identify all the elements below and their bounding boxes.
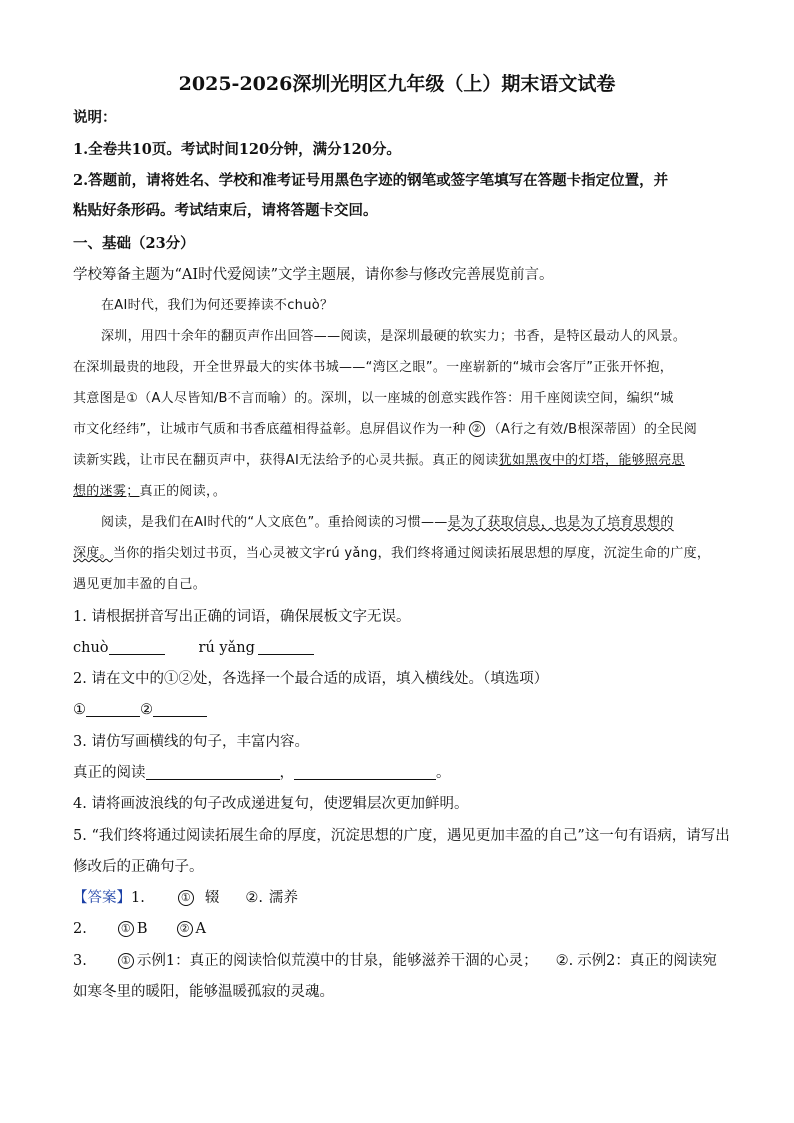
answer-lead: 真正的阅读 [73, 765, 146, 781]
passage-text: （A人尽皆知/B不言而喻）的。深圳，以一座城的创意实践作答：用千座阅读空间，编织“城 [138, 391, 674, 406]
passage-p1-line-3 [73, 389, 674, 409]
question-2: 2. 请在文中的①②处，各选择一个最合适的成语，填入横线处。（填选项） [73, 671, 549, 687]
note-2-line-1: 2.答题前，请将姓名、学校和准考证号用黑色字迹的钢笔或签字笔填写在答题卡指定位置，并 [73, 172, 669, 189]
blank-marker-1: ① [73, 702, 86, 718]
question-5-line-1: 5. “我们终将通过阅读拓展生命的厚度，沉淀思想的广度，遇见更加丰盈的自己”这一句有语病，请写出 [73, 828, 730, 844]
passage-text: 读新实践，让市民在翻页声中，获得AI无法给予的心灵共振。真正的阅读 [73, 453, 499, 468]
section-intro: 学校筹备主题为“AI时代爱阅读”文学主题展，请你参与修改完善展览前言。 [73, 267, 554, 283]
question-1-answer-line [73, 638, 314, 658]
passage-text: 深圳，用四十余年的翻页声作出回答——阅读，是深圳最硬的软实力；书香，是特区最动人的风景。 [101, 329, 687, 344]
answer-tag: 【答案】 [73, 890, 131, 906]
answer-blank[interactable] [294, 765, 436, 780]
circle-1: ① [118, 953, 134, 969]
answer-number: 3. [73, 953, 87, 969]
passage-p2-line-1 [101, 513, 674, 533]
circle-2: ②. [245, 890, 263, 906]
passage-p1-line-2 [73, 358, 673, 378]
passage-p1-line-1 [101, 327, 721, 347]
circle-2: ②. [555, 953, 574, 969]
passage-p1-line-4 [73, 420, 697, 440]
blank-marker-1: ① [126, 391, 139, 406]
answer-2 [73, 919, 206, 939]
passage-text: 真正的阅读，。 [139, 484, 227, 499]
answer-blank[interactable] [86, 702, 140, 717]
passage-p1-line-5 [73, 451, 685, 471]
question-4: 4. 请将画波浪线的句子改成递进复句，使逻辑层次更加鲜明。 [73, 796, 469, 812]
note-1: 1.全卷共10页。考试时间120分钟，满分120分。 [73, 141, 401, 158]
note-2-line-2: 粘贴好条形码。考试结束后，请将答题卡交回。 [73, 202, 378, 219]
answer-blank[interactable] [258, 640, 314, 655]
passage-p2-line-3: 遇见更加丰盈的自己。 [73, 577, 207, 592]
answer-value: 辍 [204, 890, 220, 906]
answer-blank[interactable] [109, 640, 165, 655]
question-1: 1. 请根据拼音写出正确的词语，确保展板文字无误。 [73, 609, 411, 625]
question-3: 3. 请仿写画横线的句子，丰富内容。 [73, 734, 309, 750]
answer-value: A [195, 921, 206, 937]
question-3-answer-line [73, 763, 451, 783]
answer-value: 示例1：真正的阅读恰似荒漠中的甘泉，能够滋养干涸的心灵； [136, 953, 538, 969]
wavy-sentence: 深度。 [73, 546, 113, 561]
passage-text: 阅读，是我们在AI时代的“人文底色”。重拾阅读的习惯—— [101, 515, 448, 530]
pinyin-2: rú yǎng [198, 640, 255, 656]
section-heading: 一、基础（23分） [73, 235, 195, 252]
passage-text: （A行之有效/B根深蒂固）的全民阅 [487, 422, 698, 437]
circle-1: ① [178, 890, 194, 906]
blank-marker-2: ② [140, 702, 153, 718]
notes-heading: 说明： [73, 109, 117, 126]
answer-number: 2. [73, 921, 87, 937]
passage-p2-line-2 [73, 544, 710, 564]
answer-1 [73, 888, 298, 908]
answer-value: 示例2：真正的阅读宛 [577, 953, 717, 969]
underlined-sentence: 想的迷雾； [73, 484, 140, 499]
passage-text: 市文化经纬”，让城市气质和书香底蕴相得益彰。息屏倡议作为一种 [73, 422, 466, 437]
comma: ， [279, 765, 294, 781]
question-2-answer-line [73, 700, 207, 720]
pinyin-1: chuò [73, 640, 109, 656]
passage-p1-line-6 [73, 482, 226, 502]
page-title: 2025-2026深圳光明区九年级（上）期末语文试卷 [178, 73, 616, 95]
answer-3-line-2: 如寒冬里的暖阳，能够温暖孤寂的灵魂。 [73, 984, 334, 1000]
blank-marker-2: ② [469, 421, 485, 437]
wavy-sentence: 是为了获取信息，也是为了培育思想的 [447, 515, 674, 530]
circle-2: ② [177, 921, 193, 937]
passage-text: 当你的指尖划过书页，当心灵被文字rú yǎng，我们终将通过阅读拓展思想的厚度，沉淀生命的广度， [112, 546, 711, 561]
passage-text: 在深圳最贵的地段，开全世界最大的实体书城——“湾区之眼”。一座崭新的“城市会客厅”正张开怀抱， [73, 360, 674, 375]
answer-number: 1. [131, 890, 145, 906]
answer-value: B [136, 921, 148, 937]
answer-blank[interactable] [153, 702, 207, 717]
passage-text: 其意图是 [73, 391, 127, 406]
period: 。 [436, 765, 451, 781]
answer-3 [73, 951, 717, 971]
circle-1: ① [118, 921, 134, 937]
question-5-line-2: 修改后的正确句子。 [73, 859, 204, 875]
answer-blank[interactable] [146, 765, 280, 780]
passage-title-line: 在AI时代，我们为何还要捧读不chuò？ [101, 298, 334, 313]
underlined-sentence: 犹如黑夜中的灯塔，能够照亮思 [498, 453, 685, 468]
answer-value: 濡养 [268, 890, 298, 906]
